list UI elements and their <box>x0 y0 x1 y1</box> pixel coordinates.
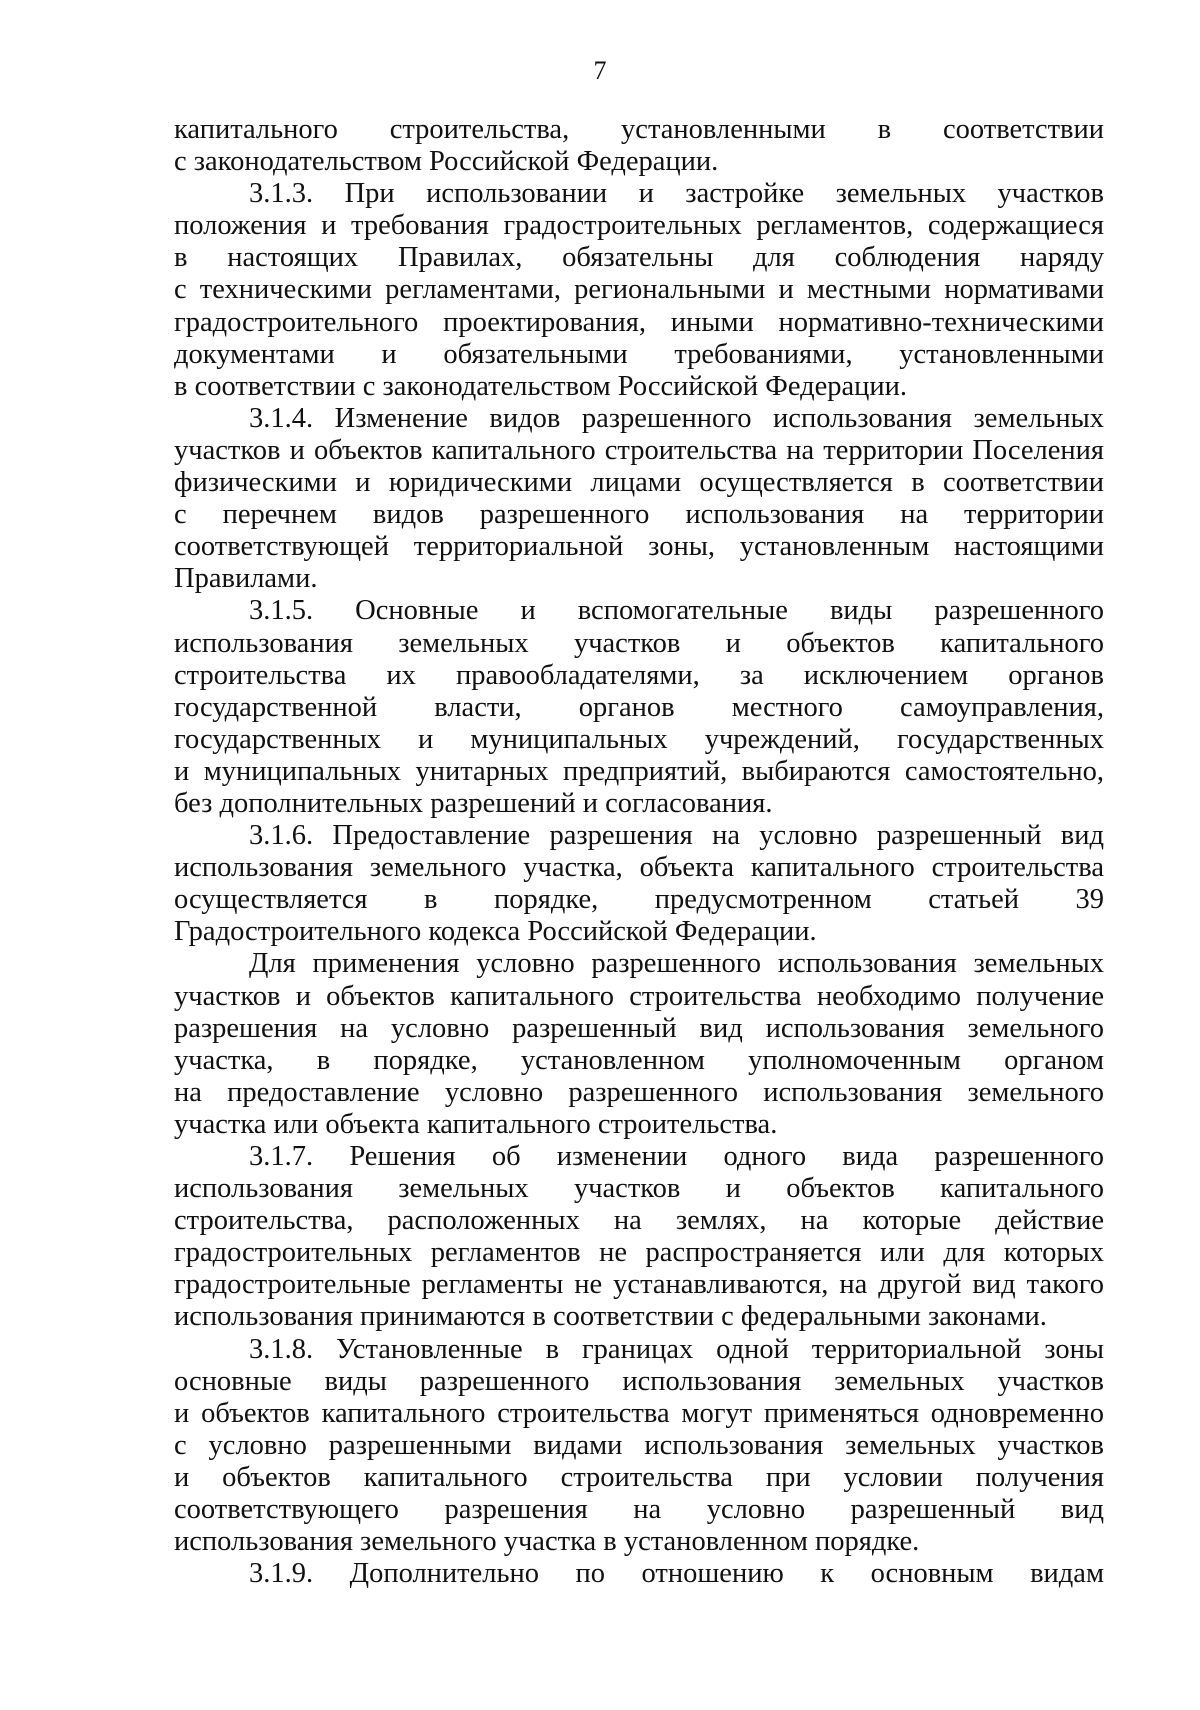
paragraph-p8 <box>174 1558 1104 1590</box>
text-line: документами и обязательными требованиями, установленными <box>174 338 1104 370</box>
text-line: строительства их правообладателями, за исключением органов <box>174 659 1104 691</box>
text-line: на предоставление условно разрешенного использования земельного <box>174 1076 1104 1108</box>
text-line: Градостроительного кодекса Российской Федерации. <box>174 916 817 948</box>
paragraph-p0 <box>174 114 1104 178</box>
text-line: строительства, расположенных на землях, на которые действие <box>174 1205 1104 1237</box>
text-line: и объектов капитального строительства при условии получения <box>174 1461 1104 1493</box>
text-line: и муниципальных унитарных предприятий, выбираются самостоятельно, <box>174 755 1104 787</box>
paragraph-p5 <box>174 948 1104 1141</box>
text-line: участка, в порядке, установленном уполномоченным органом <box>174 1044 1104 1076</box>
text-line: государственной власти, органов местного самоуправления, <box>174 691 1104 723</box>
text-line: 3.1.3. При использовании и застройке земельных участков <box>249 178 1104 210</box>
text-line: с техническими регламентами, региональными и местными нормативами <box>174 274 1104 306</box>
text-line: использования земельного участка, объекта капитального строительства <box>174 852 1104 884</box>
text-line: использования земельного участка в установленном порядке. <box>174 1526 920 1558</box>
paragraph-p3 <box>174 595 1104 820</box>
paragraph-p2 <box>174 403 1104 596</box>
text-line: градостроительные регламенты не устанавливаются, на другой вид такого <box>174 1269 1104 1301</box>
text-line: с перечнем видов разрешенного использования на территории <box>174 499 1104 531</box>
text-line: участка или объекта капитального строительства. <box>174 1108 778 1140</box>
paragraph-p7 <box>174 1334 1104 1559</box>
text-line: 3.1.8. Установленные в границах одной территориальной зоны <box>249 1333 1104 1365</box>
text-line: соответствующей территориальной зоны, установленным настоящими <box>174 531 1104 563</box>
text-line: использования земельных участков и объектов капитального <box>174 627 1104 659</box>
text-line: основные виды разрешенного использования земельных участков <box>174 1365 1104 1397</box>
text-line: 3.1.6. Предоставление разрешения на условно разрешенный вид <box>249 820 1104 852</box>
paragraph-p6 <box>174 1141 1104 1334</box>
text-line: осуществляется в порядке, предусмотренном статьей 39 <box>174 884 1104 916</box>
text-line: и объектов капитального строительства могут применяться одновременно <box>174 1397 1104 1429</box>
text-line: 3.1.4. Изменение видов разрешенного использования земельных <box>249 402 1104 434</box>
text-line: использования принимаются в соответствии с федеральными законами. <box>174 1301 1047 1333</box>
document-body <box>174 114 1104 1590</box>
text-line: физическими и юридическими лицами осуществляется в соответствии <box>174 467 1104 499</box>
text-line: Для применения условно разрешенного использования земельных <box>249 948 1104 980</box>
text-line: с условно разрешенными видами использования земельных участков <box>174 1429 1104 1461</box>
page-number: 7 <box>593 56 607 85</box>
text-line: в соответствии с законодательством Российской Федерации. <box>174 370 908 402</box>
text-line: без дополнительных разрешений и согласования. <box>174 787 773 819</box>
text-line: капитального строительства, установленными в соответствии <box>174 114 1104 145</box>
text-line: участков и объектов капитального строительства необходимо получение <box>174 980 1104 1012</box>
text-line: положения и требования градостроительных регламентов, содержащиеся <box>174 210 1104 242</box>
paragraph-p4 <box>174 820 1104 948</box>
text-line: участков и объектов капитального строительства на территории Поселения <box>174 434 1104 466</box>
text-line: Правилами. <box>174 563 318 595</box>
paragraph-p1 <box>174 178 1104 403</box>
text-line: с законодательством Российской Федерации. <box>174 146 719 178</box>
text-line: использования земельных участков и объектов капитального <box>174 1173 1104 1205</box>
text-line: 3.1.9. Дополнительно по отношению к основным видам <box>249 1558 1104 1590</box>
text-line: государственных и муниципальных учреждений, государственных <box>174 723 1104 755</box>
text-line: 3.1.7. Решения об изменении одного вида разрешенного <box>249 1141 1104 1172</box>
text-line: 3.1.5. Основные и вспомогательные виды разрешенного <box>249 595 1104 627</box>
text-line: соответствующего разрешения на условно разрешенный вид <box>174 1494 1104 1526</box>
text-line: градостроительных регламентов не распространяется или для которых <box>174 1237 1104 1269</box>
text-line: разрешения на условно разрешенный вид использования земельного <box>174 1012 1104 1044</box>
text-line: в настоящих Правилах, обязательны для соблюдения наряду <box>174 242 1104 274</box>
text-line: градостроительного проектирования, иными нормативно-техническими <box>174 306 1104 338</box>
